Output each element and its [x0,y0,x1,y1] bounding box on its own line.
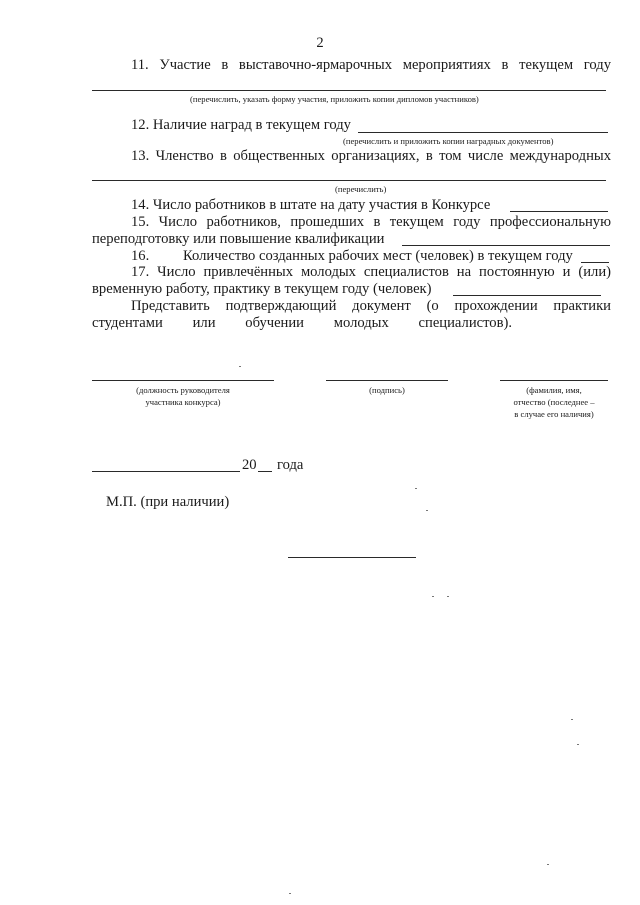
signature-line [326,380,448,381]
item-13-fill-line [92,180,606,181]
scan-speck [447,596,449,597]
name-caption-1: (фамилия, имя, [526,385,582,395]
page-number: 2 [316,35,324,51]
item-11-text: 11. Участие в выставочно-ярмарочных мероприятиях в текущем году [131,57,611,73]
item-12-caption: (перечислить и приложить копии наградных документов) [343,136,554,146]
position-caption-2: участника конкурса) [145,397,221,407]
scan-speck [577,744,579,745]
item-14-fill-line [510,211,608,212]
item-11-fill-line [92,90,606,91]
scan-speck [432,596,434,597]
item-17-line1: 17. Число привлечённых молодых специалистов на постоянную и (или) [131,264,611,280]
position-caption-1: (должность руководителя [136,385,230,395]
scan-speck [426,510,428,511]
item-16-number: 16. [131,248,150,264]
name-line [500,380,608,381]
scan-speck [571,719,573,720]
scan-speck [547,864,549,865]
item-15-fill-line [402,245,610,246]
item-13-caption: (перечислить) [335,184,387,194]
item-12-fill-line [358,132,608,133]
item-14-text: 14. Число работников в штате на дату участия в Конкурсе [131,197,491,213]
scan-speck [289,893,291,894]
date-suffix: года [277,457,304,473]
date-fill-line [92,471,240,472]
signature-caption: (подпись) [369,385,405,395]
scan-speck [239,366,241,367]
stamp-label: М.П. (при наличии) [106,494,230,510]
confirm-line1: Представить подтверждающий документ (о прохождении практики [131,298,611,314]
date-year-line [258,471,272,472]
position-line [92,380,274,381]
item-17-fill-line [453,295,601,296]
confirm-line2: студентами или обучении молодых специалистов). [92,315,512,331]
item-16-fill-line [581,262,609,263]
item-12-text: 12. Наличие наград в текущем году [131,117,351,133]
item-16-text: Количество созданных рабочих мест (человек) в текущем году [183,248,573,264]
scan-speck [415,488,417,489]
bottom-line [288,557,416,558]
item-15-line2: переподготовку или повышение квалификации [92,231,385,247]
item-13-text: 13. Членство в общественных организациях, в том числе международных [131,148,611,164]
date-year-prefix: 20 [242,457,257,473]
item-15-line1: 15. Число работников, прошедших в текущем году профессиональную [131,214,611,230]
item-11-caption: (перечислить, указать форму участия, приложить копии дипломов участников) [190,94,479,104]
item-17-line2: временную работу, практику в текущем году (человек) [92,281,432,297]
name-caption-2: отчество (последнее – [513,397,595,407]
name-caption-3: в случае его наличия) [514,409,594,419]
